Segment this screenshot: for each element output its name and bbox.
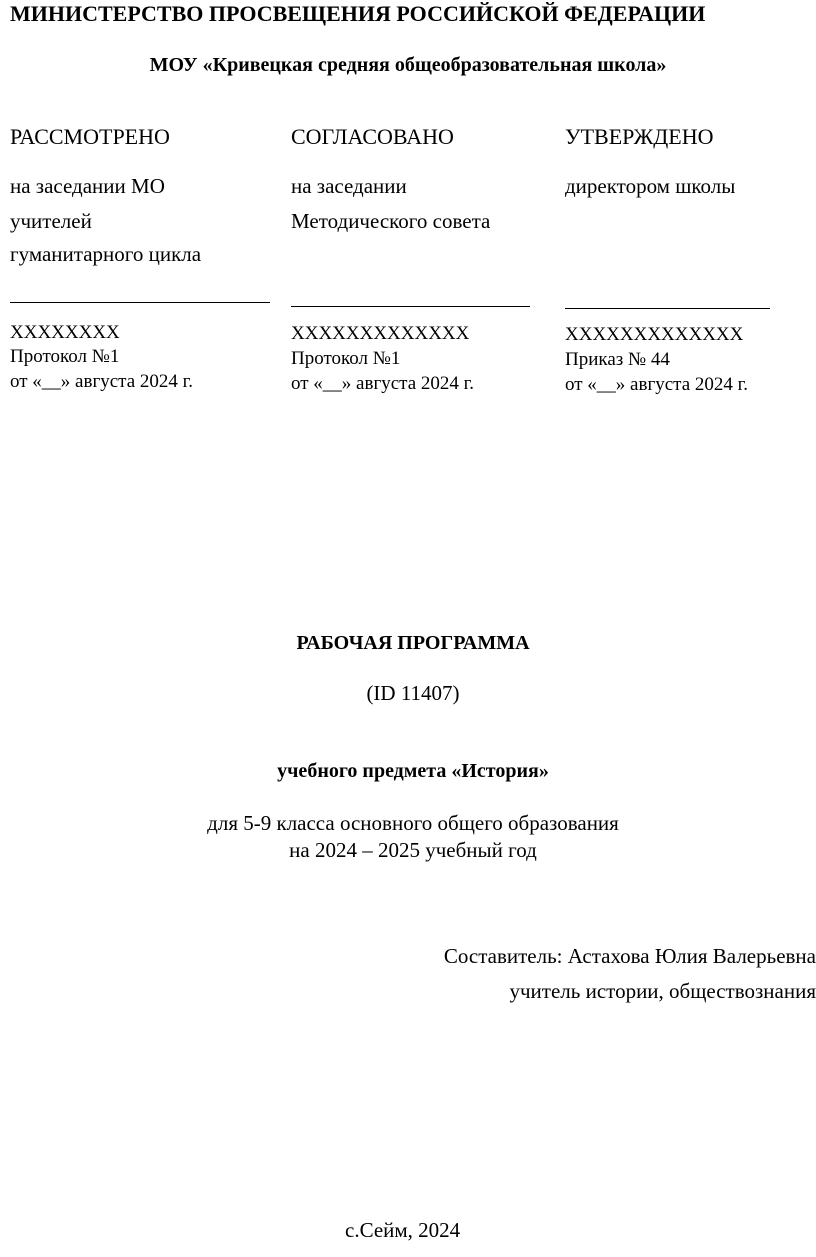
author-position: учитель истории, обществознания (509, 979, 816, 1003)
approval-line: директором школы (565, 174, 736, 198)
ministry-title: МИНИСТЕРСТВО ПРОСВЕЩЕНИЯ РОССИЙСКОЙ ФЕДЕРАЦИИ (10, 1, 706, 26)
program-title: РАБОЧАЯ ПРОГРАММА (296, 632, 530, 654)
approval-line: учителей (10, 209, 92, 233)
signatory-name: ХХХХХХХХХХХХХ (565, 324, 744, 345)
signature-line (10, 302, 270, 303)
approval-heading: СОГЛАСОВАНО (291, 124, 454, 149)
school-name: МОУ «Кривецкая средняя общеобразовательная школа» (149, 54, 667, 76)
approval-date: от «__» августа 2024 г. (291, 373, 475, 394)
approval-heading: РАССМОТРЕНО (10, 124, 170, 149)
protocol-number: Протокол №1 (291, 348, 401, 369)
order-number: Приказ № 44 (565, 349, 670, 370)
program-id: (ID 11407) (366, 681, 460, 705)
protocol-number: Протокол №1 (10, 346, 120, 367)
city-year: с.Сейм, 2024 (345, 1218, 461, 1242)
approval-line: на заседании МО (10, 174, 165, 198)
subject-name: учебного предмета «История» (277, 760, 549, 782)
approval-line: Методического совета (291, 209, 491, 233)
signatory-name: ХХХХХХХХ (10, 322, 120, 343)
grade-range: для 5-9 класса основного общего образования (207, 811, 619, 835)
signature-line (291, 306, 530, 307)
approval-date: от «__» августа 2024 г. (565, 374, 749, 395)
approval-heading: УТВЕРЖДЕНО (565, 124, 714, 149)
signature-line (565, 308, 770, 309)
author-name: Составитель: Астахова Юлия Валерьевна (443, 944, 816, 968)
approval-line: гуманитарного цикла (10, 242, 202, 266)
signatory-name: ХХХХХХХХХХХХХ (291, 323, 470, 344)
approval-date: от «__» августа 2024 г. (10, 371, 194, 392)
academic-year: на 2024 – 2025 учебный год (289, 838, 537, 862)
approval-line: на заседании (291, 174, 407, 198)
